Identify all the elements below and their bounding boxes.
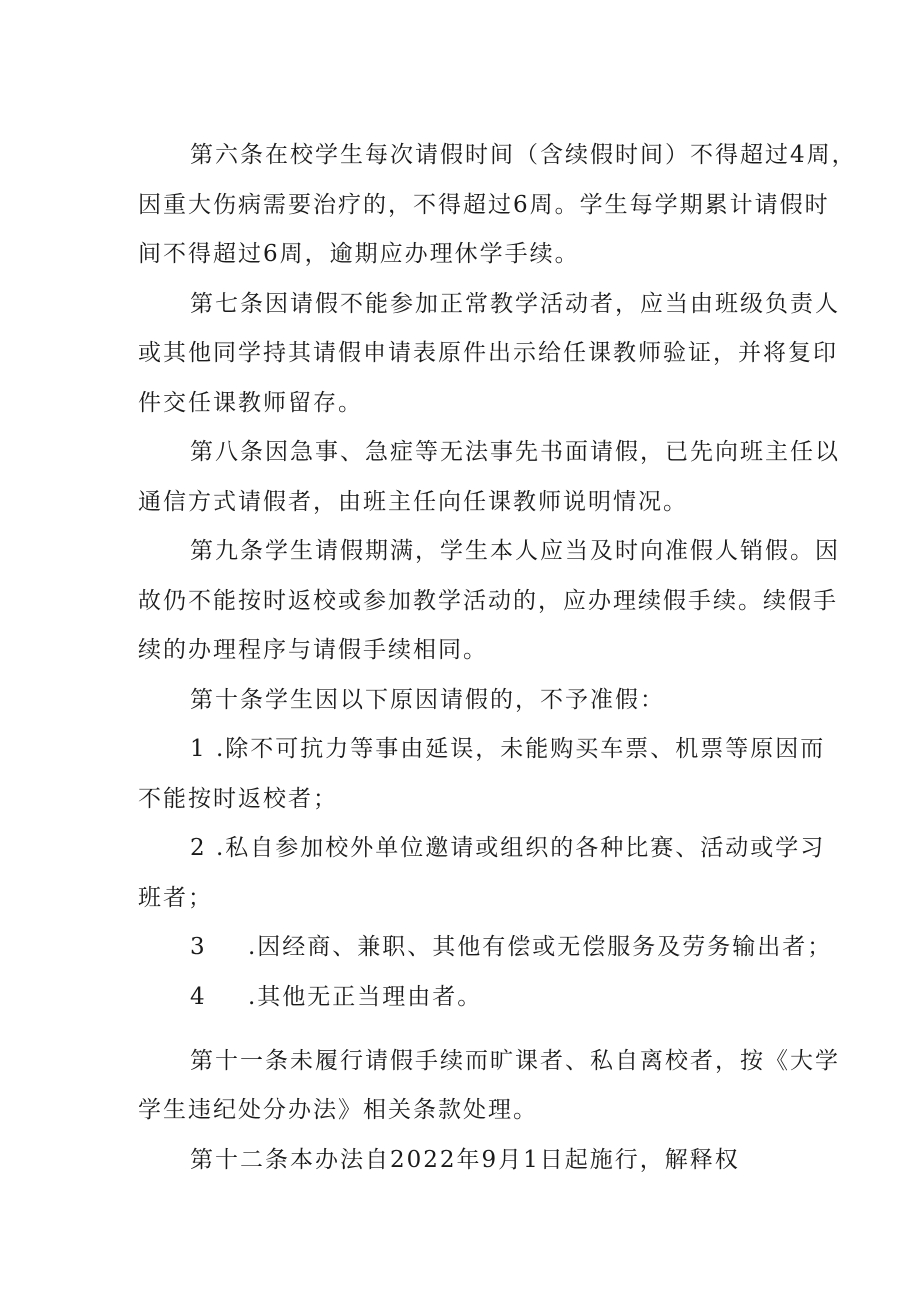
list-number: 4: [190, 984, 207, 1010]
text-line: 因重大伤病需要治疗的，不得超过6周。学生每学期累计请假时: [138, 192, 830, 218]
text-line: 第六条在校学生每次请假时间（含续假时间）不得超过4周，: [190, 142, 857, 168]
text-line: 第十条学生因以下原因请假的，不予准假：: [190, 687, 665, 713]
text-line: 第十一条未履行请假手续而旷课者、私自离校者，按《大学: [190, 1048, 840, 1074]
text-line: 件交任课教师留存。: [138, 390, 363, 416]
text-line: 不能按时返校者；: [138, 786, 338, 812]
text-line: 通信方式请假者，由班主任向任课教师说明情况。: [138, 489, 688, 515]
text-line: 续的办理程序与请假手续相同。: [138, 637, 488, 663]
text-line: 2 .私自参加校外单位邀请或组织的各种比赛、活动或学习: [190, 835, 826, 861]
text-line: 第十二条本办法自2022年9月1日起施行，解释权: [190, 1147, 740, 1173]
text-line: 学生违纪处分办法》相关条款处理。: [138, 1097, 538, 1123]
text-line: 第八条因急事、急症等无法事先书面请假，已先向班主任以: [190, 439, 840, 465]
text-line: 第九条学生请假期满，学生本人应当及时向准假人销假。因: [190, 538, 840, 564]
text-line: 故仍不能按时返校或参加教学活动的，应办理续假手续。续假手: [138, 588, 838, 614]
text-line: 或其他同学持其请假申请表原件出示给任课教师验证，并将复印: [138, 340, 838, 366]
text-line: 间不得超过6周，逾期应办理休学手续。: [138, 241, 580, 267]
text-line: 班者；: [138, 885, 213, 911]
text-line: 第七条因请假不能参加正常教学活动者，应当由班级负责人: [190, 291, 840, 317]
list-number: 3: [190, 934, 207, 960]
text-line: .其他无正当理由者。: [248, 984, 483, 1010]
text-line: 1 .除不可抗力等事由延误，未能购买车票、机票等原因而: [190, 736, 826, 762]
text-line: .因经商、兼职、其他有偿或无偿服务及劳务输出者；: [248, 934, 833, 960]
